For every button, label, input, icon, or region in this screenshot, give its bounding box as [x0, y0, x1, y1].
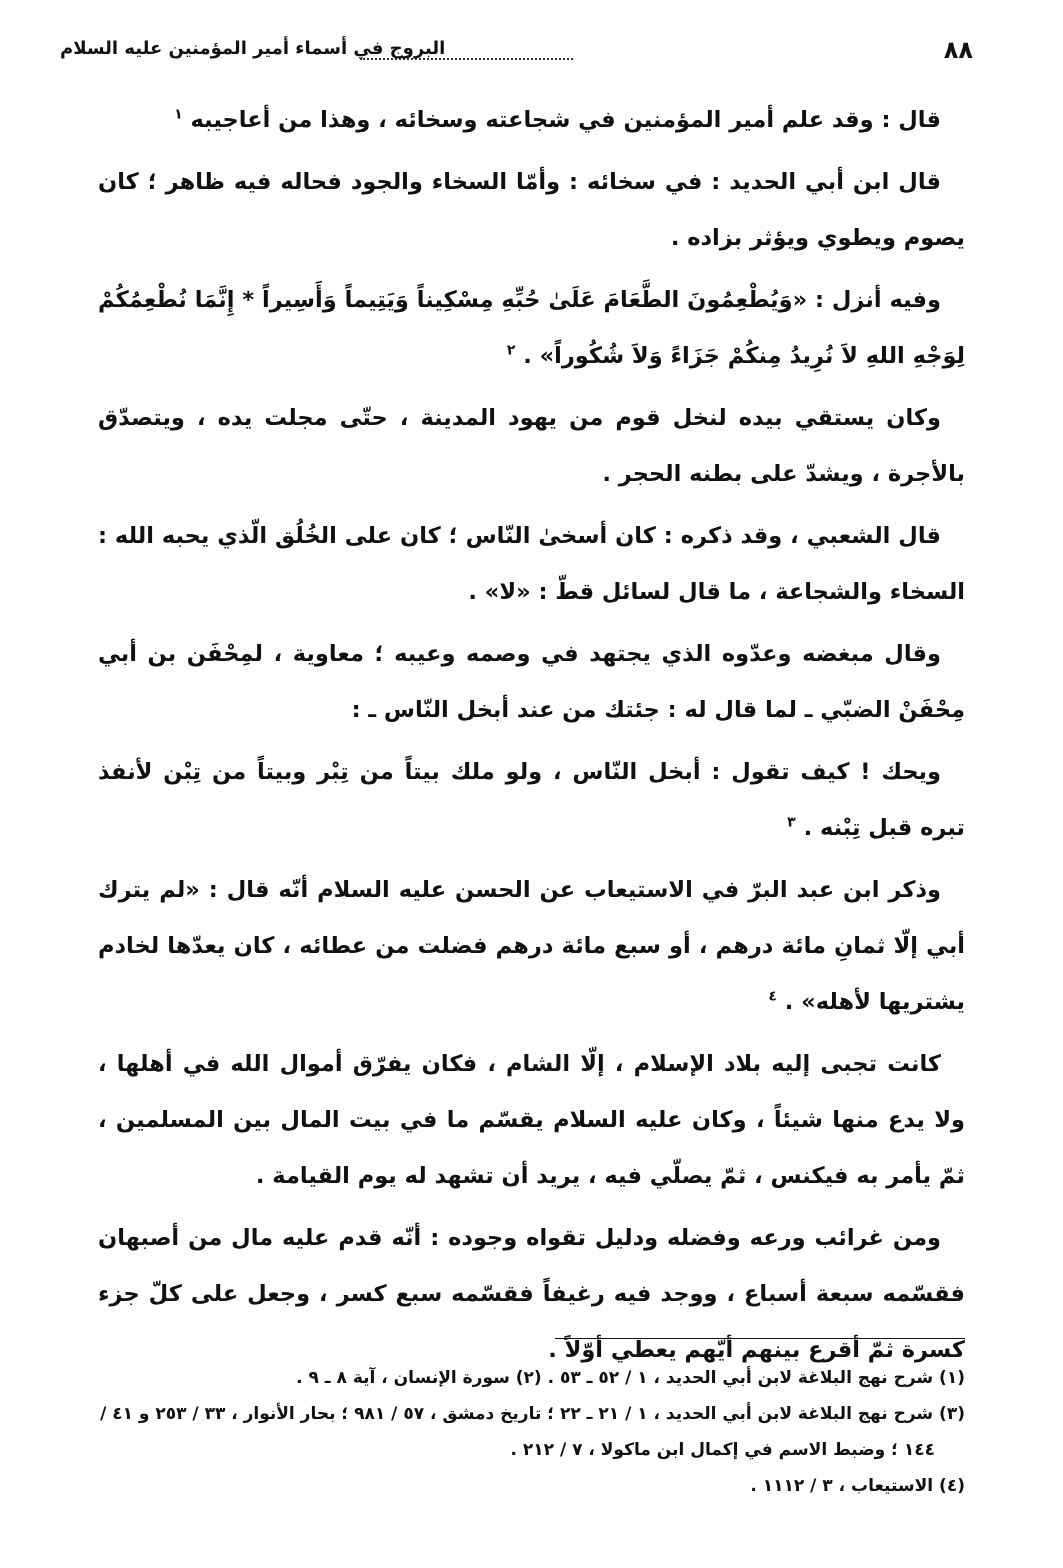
paragraph-9 — [98, 1036, 965, 1204]
paragraph-4 — [98, 390, 965, 502]
running-title: البروج في أسماء أمير المؤمنين عليه السلام — [60, 38, 446, 59]
page-header — [60, 32, 973, 72]
footnote-ref: ٢ — [506, 342, 516, 359]
paragraph-text: وذكر ابن عبد البرّ في الاستيعاب عن الحسن عليه السلام أنّه قال : «لم يترك أبي إلّا ثمانِ مائة درهم ، أو سبع مائة درهم فضلت من عطائه ، كان يعدّها لخادم يشتريها لأهله» . — [98, 877, 965, 1015]
footnote-1-2: (١) شرح نهج البلاغة لابن أبي الحديد ، ١ / ٥٢ ـ ٥٣ . (٢) سورة الإنسان ، آية ٨ ـ ٩ . — [296, 1368, 965, 1388]
footnote-ref: ٣ — [787, 814, 796, 831]
paragraph-text: وفيه أنزل : «وَيُطْعِمُونَ الطَّعَامَ عَلَىٰ حُبِّهِ مِسْكِيناً وَيَتِيماً وَأَسِيراً * إِنَّمَا نُطْعِمُكُمْ لِوَجْهِ اللهِ لاَ نُرِيدُ مِنكُمْ جَزَاءً وَلاَ شُكُوراً» . — [98, 287, 965, 369]
paragraph-text: قال ابن أبي الحديد : في سخائه : وأمّا السخاء والجود فحاله فيه ظاهر ؛ كان يصوم ويطوي ويؤثر بزاده . — [98, 169, 965, 251]
body-text — [98, 92, 965, 1384]
paragraph-7 — [98, 744, 965, 856]
footnote-ref: ٤ — [768, 988, 777, 1005]
paragraph-text: وكان يستقي بيده لنخل قوم من يهود المدينة ، حتّى مجلت يده ، ويتصدّق بالأجرة ، ويشدّ على بطنه الحجر . — [98, 405, 965, 487]
paragraph-text: قال : وقد علم أمير المؤمنين في شجاعته وسخائه ، وهذا من أعاجيبه — [190, 107, 941, 133]
paragraph-2 — [98, 154, 965, 266]
paragraph-1 — [98, 92, 965, 148]
footnote-ref: ١ — [174, 106, 183, 123]
footnote-3-continued: ١٤٤ ؛ وضبط الاسم في إكمال ابن ماكولا ، ٧ / ٢١٢ . — [510, 1440, 935, 1460]
paragraph-8 — [98, 862, 965, 1030]
paragraph-text: كانت تجبى إليه بلاد الإسلام ، إلّا الشام ، فكان يفرّق أموال الله في أهلها ، ولا يدع منها شيئاً ، وكان عليه السلام يقسّم ما في بيت المال بين المسلمين ، ثمّ يأمر به فيكنس ، ثمّ يصلّي فيه ، يريد أن تشهد له يوم القيامة . — [98, 1051, 965, 1189]
paragraph-text: ويحك ! كيف تقول : أبخل النّاس ، ولو ملك بيتاً من تِبْر وبيتاً من تِبْن لأنفذ تبره قبل تِبْنه . — [98, 759, 965, 841]
footnote-separator — [555, 1338, 965, 1339]
page-number: ٨٨ — [943, 36, 973, 64]
paragraph-10 — [98, 1210, 965, 1378]
paragraph-3 — [98, 272, 965, 384]
footnote-4: (٤) الاستيعاب ، ٣ / ١١١٢ . — [750, 1476, 965, 1496]
footnote-3: (٣) شرح نهج البلاغة لابن أبي الحديد ، ١ / ٢١ ـ ٢٢ ؛ تاريخ دمشق ، ٥٧ / ٩٨١ ؛ بحار الأنوار ، ٣٣ / ٢٥٣ و ٤١ / — [100, 1404, 965, 1424]
paragraph-text: قال الشعبي ، وقد ذكره : كان أسخىٰ النّاس ؛ كان على الخُلُق الّذي يحبه الله : السخاء والشجاعة ، ما قال لسائل قطّ : «لا» . — [98, 523, 965, 605]
paragraph-text: ومن غرائب ورعه وفضله ودليل تقواه وجوده : أنّه قدم عليه مال من أصبهان فقسّمه سبعة أسباع ، ووجد فيه رغيفاً فقسّمه سبع كسر ، وجعل على كلّ جزء كسرة ثمّ أقرع بينهم أيّهم يعطي أوّلاً . — [98, 1225, 965, 1363]
footnotes — [98, 1360, 965, 1504]
paragraph-text: وقال مبغضه وعدّوه الذي يجتهد في وصمه وعيبه ؛ معاوية ، لمِحْفَن بن أبي مِحْفَنْ الضبّي ـ لما قال له : جئتك من عند أبخل النّاس ـ : — [98, 641, 965, 723]
paragraph-6 — [98, 626, 965, 738]
paragraph-5 — [98, 508, 965, 620]
